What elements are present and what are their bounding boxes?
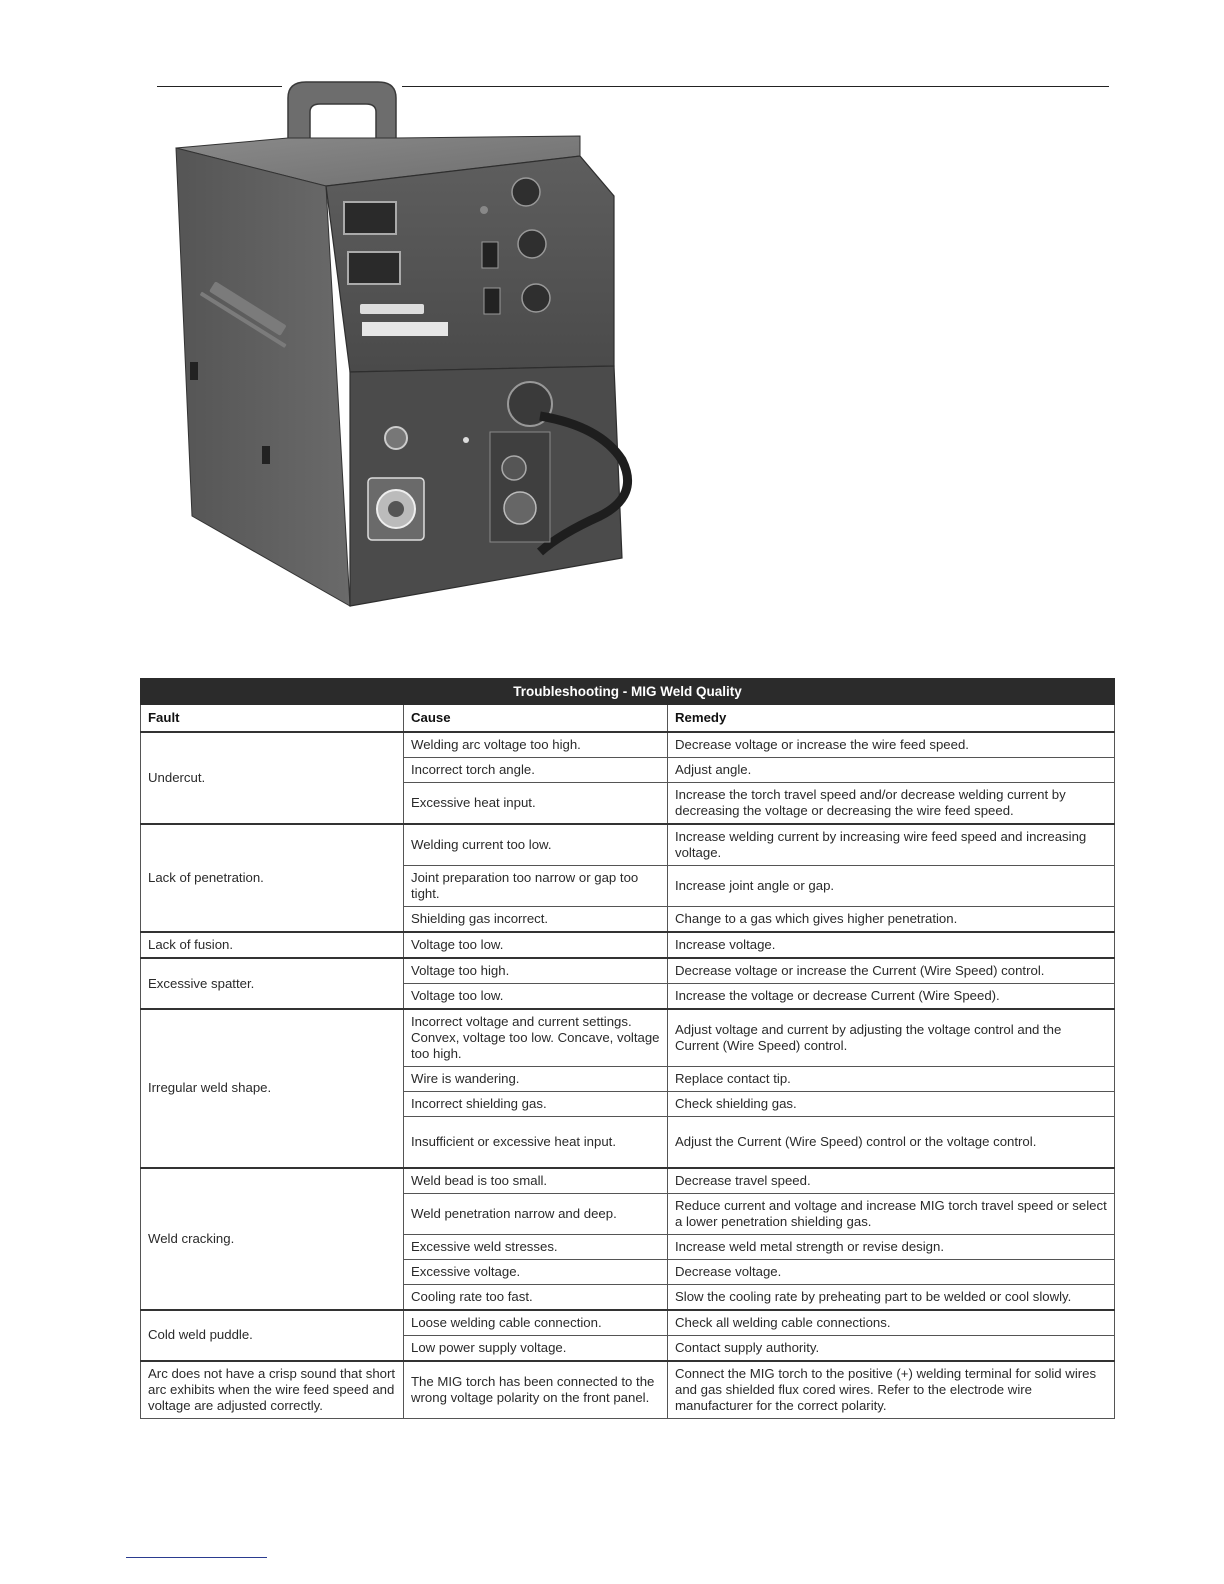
cause-cell: Loose welding cable connection. [404,1310,668,1336]
cause-cell: Incorrect voltage and current settings. Convex, voltage too low. Concave, voltage too high. [404,1009,668,1067]
cause-cell: Incorrect shielding gas. [404,1092,668,1117]
table-row [141,1168,1115,1194]
remedy-cell: Check shielding gas. [668,1092,1115,1117]
column-header-cause: Cause [404,705,668,733]
welder-product-image [170,76,660,616]
cause-cell: Wire is wandering. [404,1067,668,1092]
table-row [141,958,1115,984]
table-row [141,824,1115,866]
remedy-cell: Adjust angle. [668,758,1115,783]
fault-cell: Weld cracking. [141,1168,404,1310]
cause-cell: Low power supply voltage. [404,1335,668,1361]
remedy-cell: Adjust voltage and current by adjusting the voltage control and the Current (Wire Speed) control. [668,1009,1115,1067]
remedy-cell: Connect the MIG torch to the positive (+) welding terminal for solid wires and gas shielded flux cored wires. Refer to the electrode wire manufacturer for the correct polarity. [668,1361,1115,1419]
fault-cell: Irregular weld shape. [141,1009,404,1168]
cause-cell: Voltage too low. [404,932,668,958]
cause-cell: The MIG torch has been connected to the wrong voltage polarity on the front panel. [404,1361,668,1419]
fault-cell: Lack of penetration. [141,824,404,932]
remedy-cell: Reduce current and voltage and increase MIG torch travel speed or select a lower penetration shielding gas. [668,1193,1115,1234]
cause-cell: Excessive weld stresses. [404,1234,668,1259]
fault-cell: Cold weld puddle. [141,1310,404,1361]
fault-cell: Lack of fusion. [141,932,404,958]
footer-link-rule [126,1557,267,1558]
remedy-cell: Increase voltage. [668,932,1115,958]
cause-cell: Insufficient or excessive heat input. [404,1117,668,1168]
cause-cell: Voltage too low. [404,984,668,1010]
remedy-cell: Increase the torch travel speed and/or decrease welding current by decreasing the voltage or decreasing the wire feed speed. [668,783,1115,825]
troubleshooting-table [140,678,1115,1419]
remedy-cell: Increase joint angle or gap. [668,866,1115,907]
cause-cell: Joint preparation too narrow or gap too tight. [404,866,668,907]
remedy-cell: Decrease travel speed. [668,1168,1115,1194]
table-row [141,1009,1115,1067]
column-header-remedy: Remedy [668,705,1115,733]
cause-cell: Incorrect torch angle. [404,758,668,783]
remedy-cell: Decrease voltage or increase the wire feed speed. [668,732,1115,758]
remedy-cell: Increase weld metal strength or revise design. [668,1234,1115,1259]
remedy-cell: Increase welding current by increasing wire feed speed and increasing voltage. [668,824,1115,866]
fault-cell: Arc does not have a crisp sound that short arc exhibits when the wire feed speed and voltage are adjusted correctly. [141,1361,404,1419]
remedy-cell: Adjust the Current (Wire Speed) control or the voltage control. [668,1117,1115,1168]
cause-cell: Welding arc voltage too high. [404,732,668,758]
table-row [141,1361,1115,1419]
cause-cell: Welding current too low. [404,824,668,866]
cause-cell: Cooling rate too fast. [404,1284,668,1310]
cause-cell: Weld penetration narrow and deep. [404,1193,668,1234]
remedy-cell: Increase the voltage or decrease Current (Wire Speed). [668,984,1115,1010]
cause-cell: Excessive voltage. [404,1259,668,1284]
remedy-cell: Slow the cooling rate by preheating part to be welded or cool slowly. [668,1284,1115,1310]
remedy-cell: Decrease voltage or increase the Current (Wire Speed) control. [668,958,1115,984]
table-row [141,932,1115,958]
cause-cell: Voltage too high. [404,958,668,984]
table-title: Troubleshooting - MIG Weld Quality [141,679,1115,705]
table-row [141,1310,1115,1336]
cause-cell: Shielding gas incorrect. [404,907,668,933]
remedy-cell: Decrease voltage. [668,1259,1115,1284]
fault-cell: Undercut. [141,732,404,824]
remedy-cell: Contact supply authority. [668,1335,1115,1361]
remedy-cell: Replace contact tip. [668,1067,1115,1092]
remedy-cell: Change to a gas which gives higher penetration. [668,907,1115,933]
table-row [141,732,1115,758]
cause-cell: Weld bead is too small. [404,1168,668,1194]
cause-cell: Excessive heat input. [404,783,668,825]
remedy-cell: Check all welding cable connections. [668,1310,1115,1336]
column-header-fault: Fault [141,705,404,733]
fault-cell: Excessive spatter. [141,958,404,1009]
